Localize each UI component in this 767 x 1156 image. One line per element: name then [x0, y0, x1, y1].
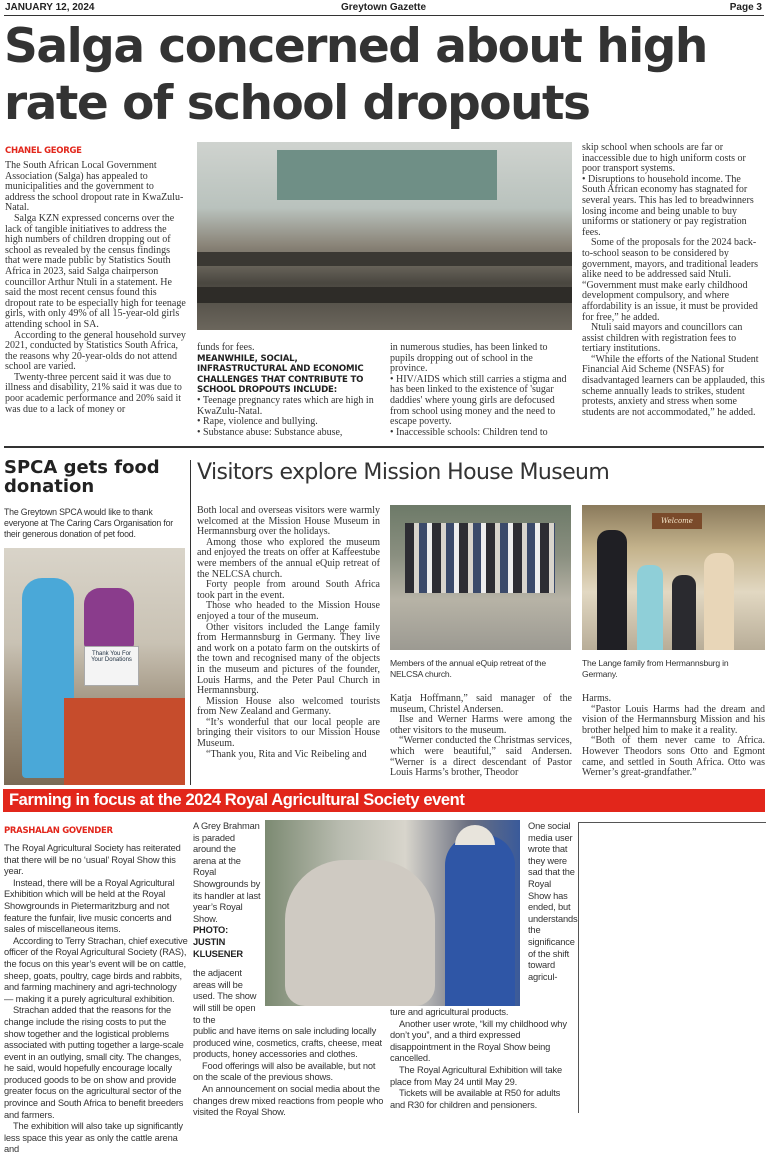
paragraph: “Both of them never came to Africa. However Theodors sons Otto and Egmont came, and settled in South Africa. Otto was Werner’s great-grandfather.”	[582, 735, 765, 779]
group-of-people	[405, 523, 555, 593]
chalkboard	[277, 150, 497, 200]
column-divider	[190, 460, 191, 785]
lead-headline: Salga concerned about high rate of school dropouts	[4, 19, 707, 131]
farming-col2	[193, 1026, 385, 1119]
paragraph: Those who headed to the Mission House enjoyed a tour of the museum.	[197, 600, 380, 622]
spca-donation-photo	[4, 548, 185, 785]
paragraph: The exhibition will also take up significantly less space this year as only the cattle arena and	[4, 1121, 183, 1155]
page-number: Page 3	[729, 2, 762, 13]
newspaper-name: Greytown Gazette	[340, 2, 427, 13]
lead-subhead: MEANWHILE, SOCIAL, INFRASTRUCTURAL AND ECONOMIC CHALLENGES THAT CONTRIBUTE TO SCHOOL DROPOUTS INCLUDE:	[197, 353, 364, 396]
paragraph: According to the general household survey 2021, conducted by Statistics South Africa, the reasons why 20-year-olds do not attend school are varied.	[5, 329, 186, 373]
farming-headline: Farming in focus at the 2024 Royal Agricultural Society event	[9, 791, 465, 809]
paragraph: “While the efforts of the National Student Financial Aid Scheme (NSFAS) for disadvantaged learners can be applauded, this scheme annually leads to strikes, student protests, anxiety and stress when some students are not accommodated,” he added.	[582, 353, 765, 418]
museum-col1	[197, 506, 380, 760]
paragraph: “Pastor Louis Harms had the dream and vision of the Hermannsburg Mission and his brother helped him to make it a reality.	[582, 703, 765, 736]
caption-equip: Members of the annual eQuip retreat of the NELCSA church.	[390, 658, 546, 679]
paragraph: Harms.	[582, 693, 612, 704]
person-figure	[672, 575, 696, 650]
thank-you-sign: Thank You For Your Donations	[84, 646, 139, 686]
bullet: • Substance abuse: Substance abuse,	[197, 426, 343, 438]
paragraph: “Werner conducted the Christmas services, which were beautiful,” said Andersen. “Werner is a direct descendant of Pastor Louis Harms’s brother, Theodor	[390, 735, 572, 779]
spca-body: The Greytown SPCA would like to thank everyone at The Caring Cars Organisation for their generous donation of pet food.	[4, 507, 174, 539]
spca-headline: SPCA gets food donation	[4, 457, 160, 497]
bullet: • Disruptions to household income. The South African economy has stagnated for several years. This has led to breadwinners losing income and being unable to buy uniforms or stationery or pay registration fees.	[582, 173, 754, 238]
paragraph: An announcement on social media about the changes drew mixed reactions from people who visited the Royal Show.	[193, 1084, 384, 1118]
lead-col1	[5, 161, 186, 415]
equip-retreat-photo	[390, 505, 571, 650]
desk-row	[197, 252, 572, 266]
paragraph: Both local and overseas visitors were warmly welcomed at the Mission House Museum in Hermannsburg over the holidays.	[197, 505, 380, 538]
paragraph: Instead, there will be a Royal Agricultural Exhibition which will be held at the Royal Showgrounds in Pietermaritzburg and not feature the funfair, live music concerts and sales of miscellaneous items.	[4, 877, 175, 935]
lead-byline: CHANEL GEORGE	[5, 146, 82, 156]
paragraph: skip school when schools are far or inaccessible due to high uniform costs or poor transport systems.	[582, 142, 746, 175]
paragraph: Food offerings will also be available, but not on the scale of the previous shows.	[193, 1060, 376, 1083]
pet-food-bags	[64, 698, 185, 785]
paragraph: public and have items on sale including locally produced wine, cosmetics, crafts, cheese, meat products, honey accessories and clothes.	[193, 1026, 382, 1060]
paragraph: Katja Hoffmann,” said manager of the museum, Christel Andersen.	[390, 693, 572, 715]
advert-box	[578, 822, 766, 1113]
person-figure	[704, 553, 734, 650]
paragraph: The Royal Agricultural Society has reiterated that there will be no ‘usual’ Royal Show this year.	[4, 843, 181, 877]
classroom-photo	[197, 142, 572, 330]
museum-col2	[390, 694, 572, 779]
lead-col2	[197, 343, 380, 438]
paragraph: Another user wrote, “kill my childhood why don’t you”, and a third expressed disappointment in the Royal Show being cancelled.	[390, 1018, 567, 1064]
paragraph: Some of the proposals for the 2024 back-to-school season to be considered by government, mayors, and traditional leaders alike need to be addressed said Ntuli. “Government must make early childhood development compulsory, and where affordability is an issue, it must be provided for free,” he added.	[582, 237, 759, 323]
welcome-sign: Welcome	[652, 513, 702, 529]
farming-col3	[390, 1007, 576, 1111]
caption-text: A Grey Brahman is paraded around the arena at the Royal Showgrounds by its handler at last year’s Royal Show.	[193, 821, 261, 924]
paragraph: ture and agricultural products.	[390, 1007, 509, 1017]
paragraph: Tickets will be available at R50 for adults and R30 for children and pensioners.	[390, 1088, 561, 1110]
museum-headline: Visitors explore Mission House Museum	[197, 460, 610, 485]
masthead-rule	[4, 15, 764, 16]
paragraph: Mission House also welcomed tourists from New Zealand and Germany.	[197, 695, 380, 718]
paragraph: “Thank you, Rita and Vic Reibeling and	[206, 748, 367, 760]
photo-credit: PHOTO: JUSTIN KLUSENER	[193, 925, 243, 959]
issue-date: JANUARY 12, 2024	[5, 2, 95, 13]
bullet: • Rape, violence and bullying.	[197, 416, 318, 428]
person-figure	[637, 565, 663, 650]
museum-col3	[582, 694, 765, 779]
paragraph: in numerous studies, has been linked to pupils dropping out of school in the province.	[390, 342, 548, 375]
paragraph: Forty people from around South Africa took part in the event.	[197, 579, 380, 601]
farming-col3-top: One social media user wrote that they were sad that the Royal Show has ended, but understands the significance of the shift toward agricul-	[528, 821, 578, 982]
paragraph: The South African Local Government Association (Salga) has appealed to municipalities and the government to address the school dropout rate in KwaZulu-Natal.	[5, 160, 184, 214]
narrow-block	[193, 821, 261, 1026]
farming-byline: PRASHALAN GOVENDER	[4, 826, 113, 836]
paragraph: Ilse and Werner Harms were among the other visitors to the museum.	[390, 714, 572, 736]
paragraph: Other visitors included the Lange family from Hermannsburg in Germany. They live and work on a potato farm on the outskirts of the town and recognised many of the objects in the museum and pictures of the founder, Louis Harms, and the Peter Paul Church in Hermannsburg.	[197, 621, 380, 697]
paragraph: The Royal Agricultural Exhibition will take place from May 24 until May 29.	[390, 1064, 563, 1087]
paragraph: According to Terry Strachan, chief executive officer of the Royal Agricultural Society (RAS), the focus on this year’s event will be on cattle, sheep, goats, poultry, cage birds and rabbits, and farming machinery and agri-technology — making it a purely agricultural exhibition.	[4, 935, 188, 1004]
bullet: • Inaccessible schools: Children tend to	[390, 426, 548, 438]
lead-col4	[582, 143, 765, 418]
farming-banner	[3, 789, 765, 812]
paragraph: Ntuli said mayors and councillors can assist children with registration fees to tertiary institutions.	[582, 322, 743, 355]
paragraph: Salga KZN expressed concerns over the lack of tangible initiatives to address the high numbers of children dropping out of school as revealed by the census findings that were made public by Statistics South Africa in 2023, said Salga chairperson councillor Arthur Ntuli in a statement. He said the most recent census found this dropout rate to be especially high for teenage girls, with only 49% of all 15-year-old girls attending school in SA.	[5, 212, 186, 330]
person-figure	[597, 530, 627, 650]
paragraph: Strachan added that the reasons for the change include the rising costs to put the show together and the logistical problems associated with putting together a large-scale event in an outlying, small city. The changes, he said, would hopefully encourage locally produced goods to be on show and provide greater focus on the agricultural sector of the province and South Africa to benefit breeders and farmers.	[4, 1005, 184, 1120]
desk-row	[197, 287, 572, 303]
farming-col2-top: the adjacent areas will be used. The show will still be open to the	[193, 968, 257, 1025]
lange-family-photo	[582, 505, 765, 650]
person-figure	[84, 588, 134, 648]
section-rule	[4, 446, 764, 448]
farming-col1	[4, 843, 188, 1156]
bullet: • Teenage pregnancy rates which are high in KwaZulu-Natal.	[197, 394, 374, 417]
farming-col3-flow	[390, 821, 576, 1111]
paragraph: Among those who explored the museum and enjoyed the treats on offer at Kaffeestube were members of the annual eQuip retreat of the NELCSA church.	[197, 536, 380, 580]
bullet: • HIV/AIDS which still carries a stigma and has been linked to the existence of 'sugar daddies' where young girls are defocused from school using money and the need to escape poverty.	[390, 373, 567, 428]
paragraph: Twenty-three percent said it was due to illness and disability, 21% said it was due to poor academic performance and 20% said it was due to a lack of money or	[5, 371, 182, 415]
paragraph: funds for fees.	[197, 342, 255, 353]
lead-col3	[390, 343, 572, 438]
caption-lange: The Lange family from Hermannsburg in Germany.	[582, 658, 729, 679]
paragraph: “It’s wonderful that our local people are bringing their visitors to our Mission House Museum.	[197, 716, 380, 750]
